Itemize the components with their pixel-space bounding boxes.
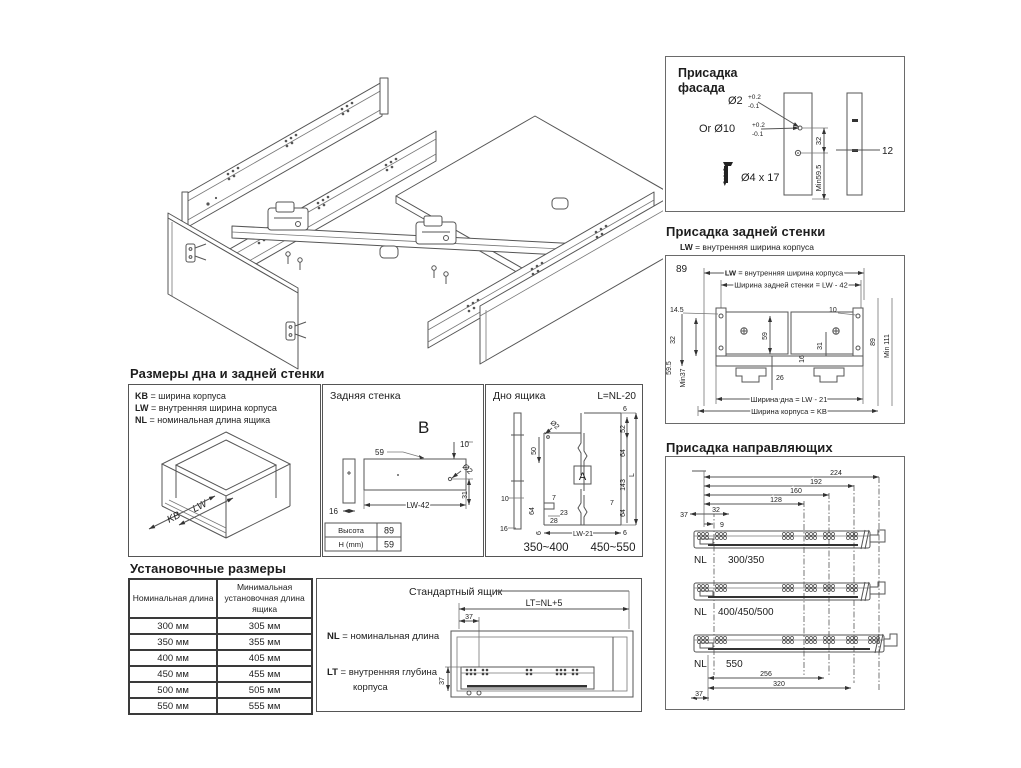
legend-box (128, 384, 321, 557)
hole-diameter-10: Or Ø10 (699, 123, 736, 135)
min-405: 405 мм (217, 650, 312, 666)
min-555: 555 мм (217, 698, 312, 714)
standard-drawer-title: Стандартный ящик (409, 586, 503, 598)
legend-nl: NL = номинальная длина ящика (135, 415, 271, 425)
table-row (129, 682, 312, 698)
range-450-550: 450~550 (590, 542, 636, 554)
standard-drawer-box (316, 578, 642, 712)
nl-400-450-500: 400/450/500 (718, 607, 774, 618)
installation-section-title: Установочные размеры (130, 561, 287, 576)
col-nominal-length: Номинальная длина (129, 579, 217, 618)
lw-value: = внутренняя ширина корпуса (692, 242, 815, 252)
table-row (129, 698, 312, 714)
screw-size-label: Ø4 x 17 (741, 172, 780, 184)
table-row (129, 618, 312, 634)
standard-drawer-drawing (317, 579, 640, 710)
dimensions-section-title: Размеры дна и задней стенки (130, 366, 325, 381)
table-height-label: Высота (338, 526, 364, 535)
tolerance-plus: +0.2 (748, 94, 761, 101)
drawer-bottom-dimensions-box (485, 384, 643, 557)
dim-128: 128 (770, 497, 782, 504)
dim-lw-inner-width: LW = внутренняя ширина корпуса (724, 268, 844, 278)
dim-28: 28 (550, 518, 558, 525)
range-350-400: 350~400 (523, 542, 569, 554)
height-table (325, 523, 401, 551)
legend-kb: KB = ширина корпуса (135, 391, 226, 401)
dim-min111: Min 111 (884, 334, 891, 358)
min-305: 305 мм (217, 618, 312, 634)
dim-min59-5: Min59.5 (814, 164, 823, 192)
min-355: 355 мм (217, 634, 312, 650)
dim-320: 320 (773, 681, 785, 688)
dim-37: 37 (680, 512, 688, 519)
dim-50: 50 (531, 447, 538, 455)
dim-16: 16 (799, 355, 806, 363)
dim-body-width: Ширина корпуса = KB (751, 407, 827, 416)
dim-31: 31 (817, 342, 824, 350)
cover-cap-drawing (380, 246, 398, 258)
nominal-450: 450 мм (129, 666, 217, 682)
dim-224: 224 (830, 470, 842, 477)
dim-32: 32 (712, 507, 720, 514)
drawer-box-isometric-drawing (129, 426, 319, 554)
nominal-550: 550 мм (129, 698, 217, 714)
nl-legend: NL = номинальная длина (327, 631, 440, 642)
view-label-b: B (418, 418, 430, 437)
panel-title-line1: Присадка (678, 66, 738, 80)
kb-dim-label: KB (165, 509, 183, 526)
height-89-label: 89 (676, 264, 688, 275)
nl-550: 550 (726, 659, 743, 670)
table-row (129, 634, 312, 650)
tolerance-minus: -0.1 (752, 131, 764, 138)
panel-title-line2: фасада (678, 81, 725, 95)
dim-31: 31 (462, 491, 469, 499)
nominal-500: 500 мм (129, 682, 217, 698)
dim-9: 9 (720, 522, 724, 529)
min-505: 505 мм (217, 682, 312, 698)
dim-192: 192 (810, 479, 822, 486)
lw-key: LW (680, 242, 693, 252)
dim-143: 143 (620, 479, 627, 491)
dim-10: 10 (829, 307, 837, 314)
exploded-assembly-drawing (128, 26, 663, 374)
lt-legend: LT = внутренняя глубина корпуса (327, 667, 438, 693)
dim-64b: 64 (620, 509, 627, 517)
back-wall-drilling-drawing (666, 256, 903, 422)
dim-7: 7 (610, 500, 614, 507)
guides-drilling-panel (665, 456, 905, 710)
dim-64: 64 (620, 449, 627, 457)
tolerance-plus: +0.2 (752, 122, 765, 129)
formula-lt-nl-5: LT=NL+5 (525, 598, 563, 608)
dim-6-top: 6 (623, 406, 627, 413)
dim-6-bottom: 6 (623, 530, 627, 537)
back-wall-dimensions-drawing (323, 385, 482, 555)
dim-59: 59 (375, 448, 384, 457)
dim-back-wall-width: Ширина задней стенки = LW - 42 (734, 280, 848, 290)
dim-6c: 6 (536, 531, 543, 535)
guides-section-title: Присадка направляющих (666, 440, 833, 455)
dim-10: 10 (501, 496, 509, 503)
back-wall-drilling-panel (665, 255, 905, 424)
hole-diameter-2: Ø2 (728, 95, 743, 107)
dim-lw-21: LW-21 (573, 531, 593, 538)
dim-hole-2: Ø2 (548, 419, 561, 432)
dim-min37: Min37 (680, 368, 687, 388)
facade-drilling-panel (665, 56, 905, 212)
back-wall-dimensions-box (322, 384, 484, 557)
screw-icon (723, 162, 733, 186)
formula-l-nl-20: L=NL-20 (597, 391, 636, 402)
cover-cap-drawing (552, 198, 568, 209)
dim-26: 26 (776, 375, 784, 382)
dim-59: 59 (762, 332, 769, 340)
dim-l-overall: L (629, 473, 636, 477)
dim-14-5: 14.5 (670, 307, 684, 314)
dim-32: 32 (670, 336, 677, 344)
dim-160: 160 (790, 488, 802, 495)
table-height-value: 89 (383, 525, 395, 536)
dim-32: 32 (814, 136, 823, 146)
lw-dim-label: LW (190, 498, 209, 515)
dim-64c: 64 (529, 507, 536, 515)
dim-12: 12 (882, 146, 894, 157)
subpanel-title: Задняя стенка (330, 390, 401, 402)
view-label-a: A (578, 471, 587, 483)
nl-label: NL (694, 659, 707, 670)
dim-37-bottom: 37 (695, 691, 703, 698)
dim-37-offset: 37 (465, 614, 473, 621)
dim-lw-42: LW-42 (406, 501, 430, 510)
table-h-label: H (mm) (338, 540, 364, 549)
drawer-bottom-dimensions-drawing (486, 385, 641, 555)
lock-device-drawing (416, 216, 456, 284)
tolerance-minus: -0.1 (748, 103, 760, 110)
dim-256: 256 (760, 671, 772, 678)
nominal-350: 350 мм (129, 634, 217, 650)
rail-300-350-drawing (694, 530, 885, 549)
dim-37-vertical: 37 (439, 677, 446, 685)
nominal-300: 300 мм (129, 618, 217, 634)
facade-drilling-drawing (666, 57, 903, 210)
col-min-install-length: Минимальная установочная длина ящика (217, 579, 312, 618)
dim-hole-2: Ø2 (460, 462, 475, 476)
min-455: 455 мм (217, 666, 312, 682)
dim-23: 23 (560, 510, 568, 517)
rail-550-drawing (694, 634, 897, 653)
nl-label: NL (694, 555, 707, 566)
nominal-400: 400 мм (129, 650, 217, 666)
dim-10: 10 (460, 440, 469, 449)
dim-7b: 7 (552, 495, 556, 502)
dim-59-5: 59.5 (666, 361, 673, 375)
dim-16: 16 (500, 526, 508, 533)
back-wall-subtitle (680, 241, 814, 253)
dim-16: 16 (329, 507, 338, 516)
dim-52: 52 (620, 425, 627, 433)
table-row (129, 650, 312, 666)
table-h-value: 59 (383, 539, 395, 550)
subpanel-title: Дно ящика (493, 390, 546, 402)
guides-drilling-drawing (666, 457, 903, 708)
back-wall-section-title: Присадка задней стенки (666, 224, 826, 239)
nl-label: NL (694, 607, 707, 618)
legend-lw: LW = внутренняя ширина корпуса (135, 403, 277, 413)
dim-89: 89 (870, 338, 877, 346)
table-row (129, 666, 312, 682)
installation-table-wrap (128, 578, 313, 715)
rail-400-450-500-drawing (694, 582, 885, 601)
installation-table (128, 578, 313, 715)
dim-bottom-width: Ширина дна = LW - 21 (750, 395, 828, 404)
nl-300-350: 300/350 (728, 555, 765, 566)
